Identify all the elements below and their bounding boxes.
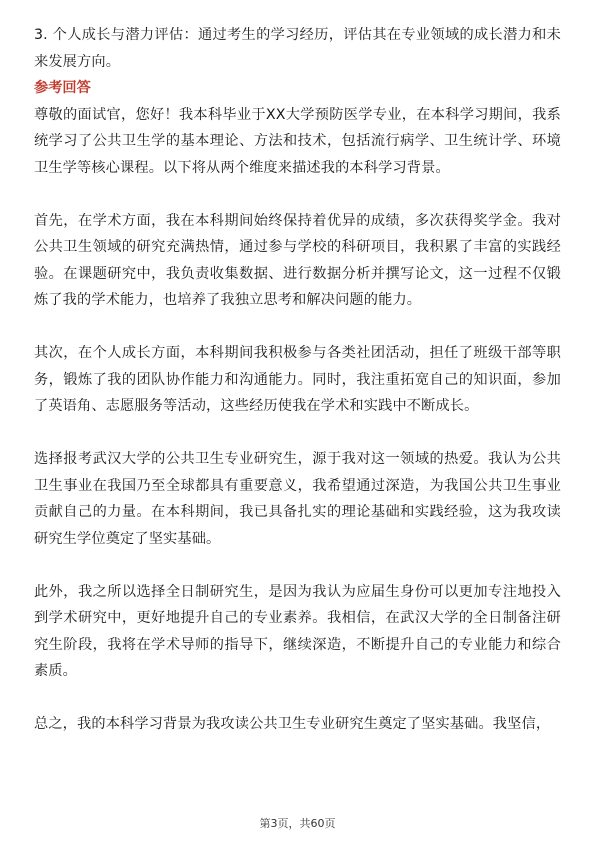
- question-item-3: 3. 个人成长与潜力评估：通过考生的学习经历，评估其在专业领域的成长潜力和未来发展方向。: [34, 27, 561, 70]
- answer-paragraph: 此外，我之所以选择全日制研究生，是因为我认为应届生身份可以更加专注地投入到学术研究中，更好地提升自己的专业素养。我相信，在武汉大学的全日制备注研究生阶段，我将在学术导师的指导下，继续深造，不断提升自己的专业能力和综合素质。: [34, 583, 561, 679]
- answer-paragraph: 尊敬的面试官，您好！我本科毕业于XX大学预防医学专业，在本科学习期间，我系统学习了公共卫生学的基本理论、方法和技术，包括流行病学、卫生统计学、环境卫生学等核心课程。以下将从两个维度来描述我的本科学习背景。: [34, 106, 561, 176]
- page-number: 第3页，共60页: [259, 817, 336, 830]
- paragraph-gap: [34, 420, 561, 447]
- paragraph-gap: [34, 552, 561, 579]
- paragraph-gap: [34, 181, 561, 208]
- answer-heading: 参考回答: [34, 80, 91, 96]
- answer-paragraph: 首先，在学术方面，我在本科期间始终保持着优异的成绩，多次获得奖学金。我对公共卫生领域的研究充满热情，通过参与学校的科研项目，我积累了丰富的实践经验。在课题研究中，我负责收集数据、进行数据分析并撰写论文，这一过程不仅锻炼了我的学术能力，也培养了我独立思考和解决问题的能力。: [34, 212, 561, 308]
- page-content: [34, 22, 561, 738]
- paragraph-gap: [34, 685, 561, 712]
- answer-paragraph: 选择报考武汉大学的公共卫生专业研究生，源于我对这一领域的热爱。我认为公共卫生事业在我国乃至全球都具有重要意义，我希望通过深造，为我国公共卫生事业贡献自己的力量。在本科期间，我已具备扎实的理论基础和实践经验，这为我攻读研究生学位奠定了坚实基础。: [34, 451, 561, 547]
- paragraph-gap: [34, 314, 561, 341]
- answer-paragraph: 其次，在个人成长方面，本科期间我积极参与各类社团活动，担任了班级干部等职务，锻炼了我的团队协作能力和沟通能力。同时，我注重拓宽自己的知识面，参加了英语角、志愿服务等活动，这些经历使我在学术和实践中不断成长。: [34, 345, 561, 414]
- answer-paragraph: 总之，我的本科学习背景为我攻读公共卫生专业研究生奠定了坚实基础。我坚信，: [34, 716, 551, 732]
